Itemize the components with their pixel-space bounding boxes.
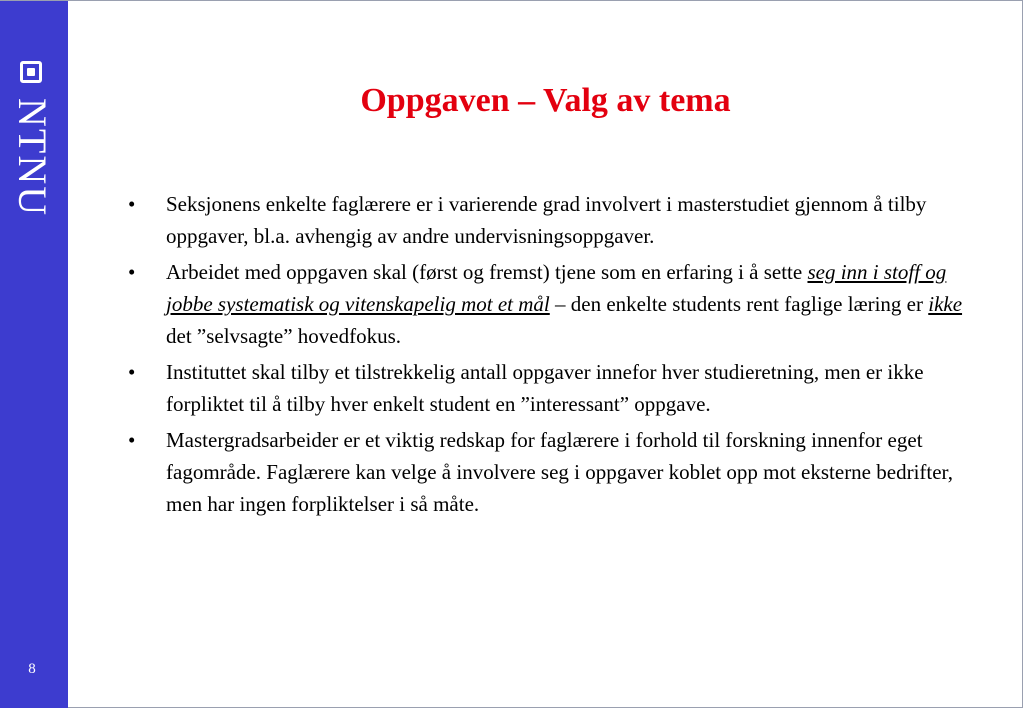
- page-number: 8: [28, 661, 36, 677]
- bullet-text: Instituttet skal tilby et tilstrekkelig antall oppgaver innefor hver studieretning, men er ikke forpliktet til å tilby hver enkelt student en ”interessant” oppgave.: [166, 360, 924, 416]
- bullet-text-end: det ”selvsagte” hovedfokus.: [166, 324, 402, 348]
- ntnu-sidebar: [0, 1, 68, 708]
- bullet-item: [128, 356, 988, 420]
- bullet-item: [128, 424, 988, 520]
- bullet-list: [128, 188, 988, 524]
- bullet-text: Mastergradsarbeider er et viktig redskap for faglærere i forhold til forskning innenfor eget fagområde. Faglærere kan velge å involvere seg i oppgaver koblet opp mot eksterne bedrifter, men har ingen forpliktelser i så måte.: [166, 428, 953, 516]
- bullet-icon: •: [128, 192, 136, 216]
- slide-title: Oppgaven – Valg av tema: [360, 82, 731, 119]
- ntnu-logo-text: NTNU: [10, 98, 55, 218]
- bullet-emphasis: seg inn i stoff og jobbe systematisk og vitenskapelig mot et mål: [166, 260, 947, 316]
- ntnu-logo-icon: [20, 61, 42, 83]
- bullet-icon: •: [128, 428, 136, 452]
- bullet-emphasis-ikke: ikke: [928, 292, 963, 316]
- bullet-text: Seksjonens enkelte faglærere er i varierende grad involvert i masterstudiet gjennom å tilby oppgaver, bl.a. avhengig av andre undervisningsoppgaver.: [166, 192, 927, 248]
- bullet-text-middle: – den enkelte students rent faglige læring er: [549, 292, 929, 316]
- bullet-item: [128, 256, 988, 352]
- bullet-item: [128, 188, 988, 252]
- bullet-icon: •: [128, 360, 136, 384]
- bullet-text-start: Arbeidet med oppgaven skal (først og fremst) tjene som en erfaring i å sette: [166, 260, 808, 284]
- bullet-icon: •: [128, 260, 136, 284]
